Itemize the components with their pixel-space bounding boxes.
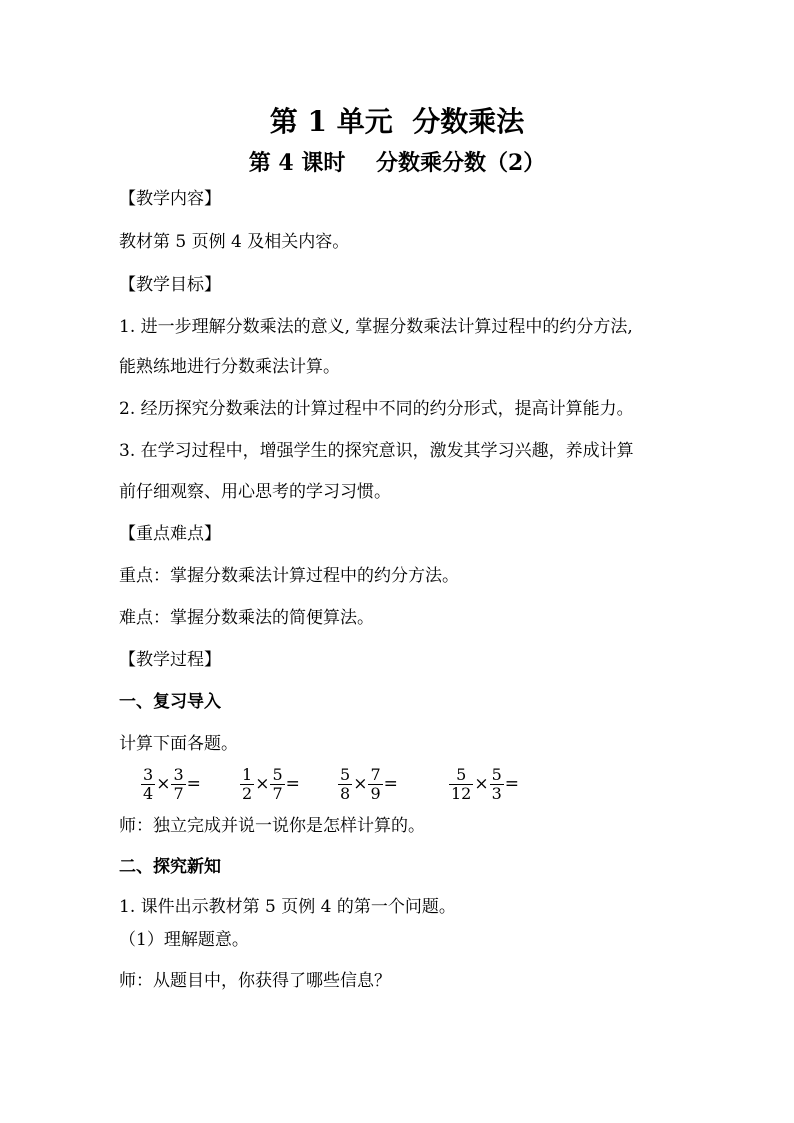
denominator: 4 <box>143 783 154 803</box>
denominator: 8 <box>340 783 351 803</box>
goal-1-line-2: 能熟练地进行分数乘法计算。 <box>119 357 340 377</box>
times-sign: × <box>156 774 171 794</box>
numerator: 3 <box>143 764 154 784</box>
fraction <box>240 766 254 803</box>
goal-1-line-1: 1. 进一步理解分数乘法的意义, 掌握分数乘法计算过程中的约分方法, <box>119 317 633 337</box>
equals-sign: = <box>504 774 520 794</box>
numerator: 5 <box>340 764 351 784</box>
goal-3-line-2: 前仔细观察、用心思考的学习习惯。 <box>119 482 391 502</box>
content-text: 教材第 5 页例 4 及相关内容。 <box>119 232 350 252</box>
teacher-prompt-1: 师：独立完成并说一说你是怎样计算的。 <box>119 816 425 836</box>
equals-sign: = <box>186 774 201 794</box>
exercise-3 <box>338 762 399 806</box>
key-point: 重点：掌握分数乘法计算过程中的约分方法。 <box>119 566 459 586</box>
teacher-prompt-2: 师：从题目中，你获得了哪些信息？ <box>119 971 391 991</box>
denominator: 7 <box>272 783 283 803</box>
goals-heading: 【教学目标】 <box>119 275 221 295</box>
denominator: 7 <box>173 783 184 803</box>
fraction <box>141 766 155 803</box>
content-heading: 【教学内容】 <box>119 189 221 209</box>
step-1-sub: （1）理解题意。 <box>119 930 249 950</box>
numerator: 5 <box>456 764 467 784</box>
difficult-point: 难点：掌握分数乘法的简便算法。 <box>119 608 374 628</box>
fraction <box>171 766 185 803</box>
part-2-heading: 二、探究新知 <box>119 857 221 877</box>
times-sign: × <box>474 774 489 794</box>
part-1-heading: 一、复习导入 <box>119 692 221 712</box>
numerator: 5 <box>491 764 502 784</box>
process-heading: 【教学过程】 <box>119 650 221 670</box>
fraction <box>270 766 284 803</box>
exercise-1 <box>141 762 202 806</box>
equals-sign: = <box>285 774 300 794</box>
numerator: 1 <box>242 764 253 784</box>
exercise-4 <box>449 762 520 806</box>
fraction <box>490 766 504 803</box>
goal-2: 2. 经历探究分数乘法的计算过程中不同的约分形式，提高计算能力。 <box>119 399 634 419</box>
lesson-title: 第 4 课时 分数乘分数（2） <box>248 150 546 176</box>
equals-sign: = <box>383 774 398 794</box>
fraction <box>449 766 473 803</box>
denominator: 12 <box>451 783 472 803</box>
exercise-2 <box>240 762 301 806</box>
denominator: 3 <box>491 783 502 803</box>
times-sign: × <box>255 774 270 794</box>
fraction <box>368 766 382 803</box>
numerator: 7 <box>370 764 381 784</box>
denominator: 9 <box>370 783 381 803</box>
numerator: 3 <box>173 764 184 784</box>
fraction <box>338 766 352 803</box>
denominator: 2 <box>242 783 253 803</box>
part-1-text: 计算下面各题。 <box>119 734 238 754</box>
unit-title: 第 1 单元 分数乘法 <box>269 105 525 138</box>
times-sign: × <box>353 774 368 794</box>
goal-3-line-1: 3. 在学习过程中，增强学生的探究意识，激发其学习兴趣，养成计算 <box>119 441 634 461</box>
step-1: 1. 课件出示教材第 5 页例 4 的第一个问题。 <box>119 897 456 917</box>
exercise-row <box>119 762 679 806</box>
numerator: 5 <box>272 764 283 784</box>
key-heading: 【重点难点】 <box>119 524 221 544</box>
